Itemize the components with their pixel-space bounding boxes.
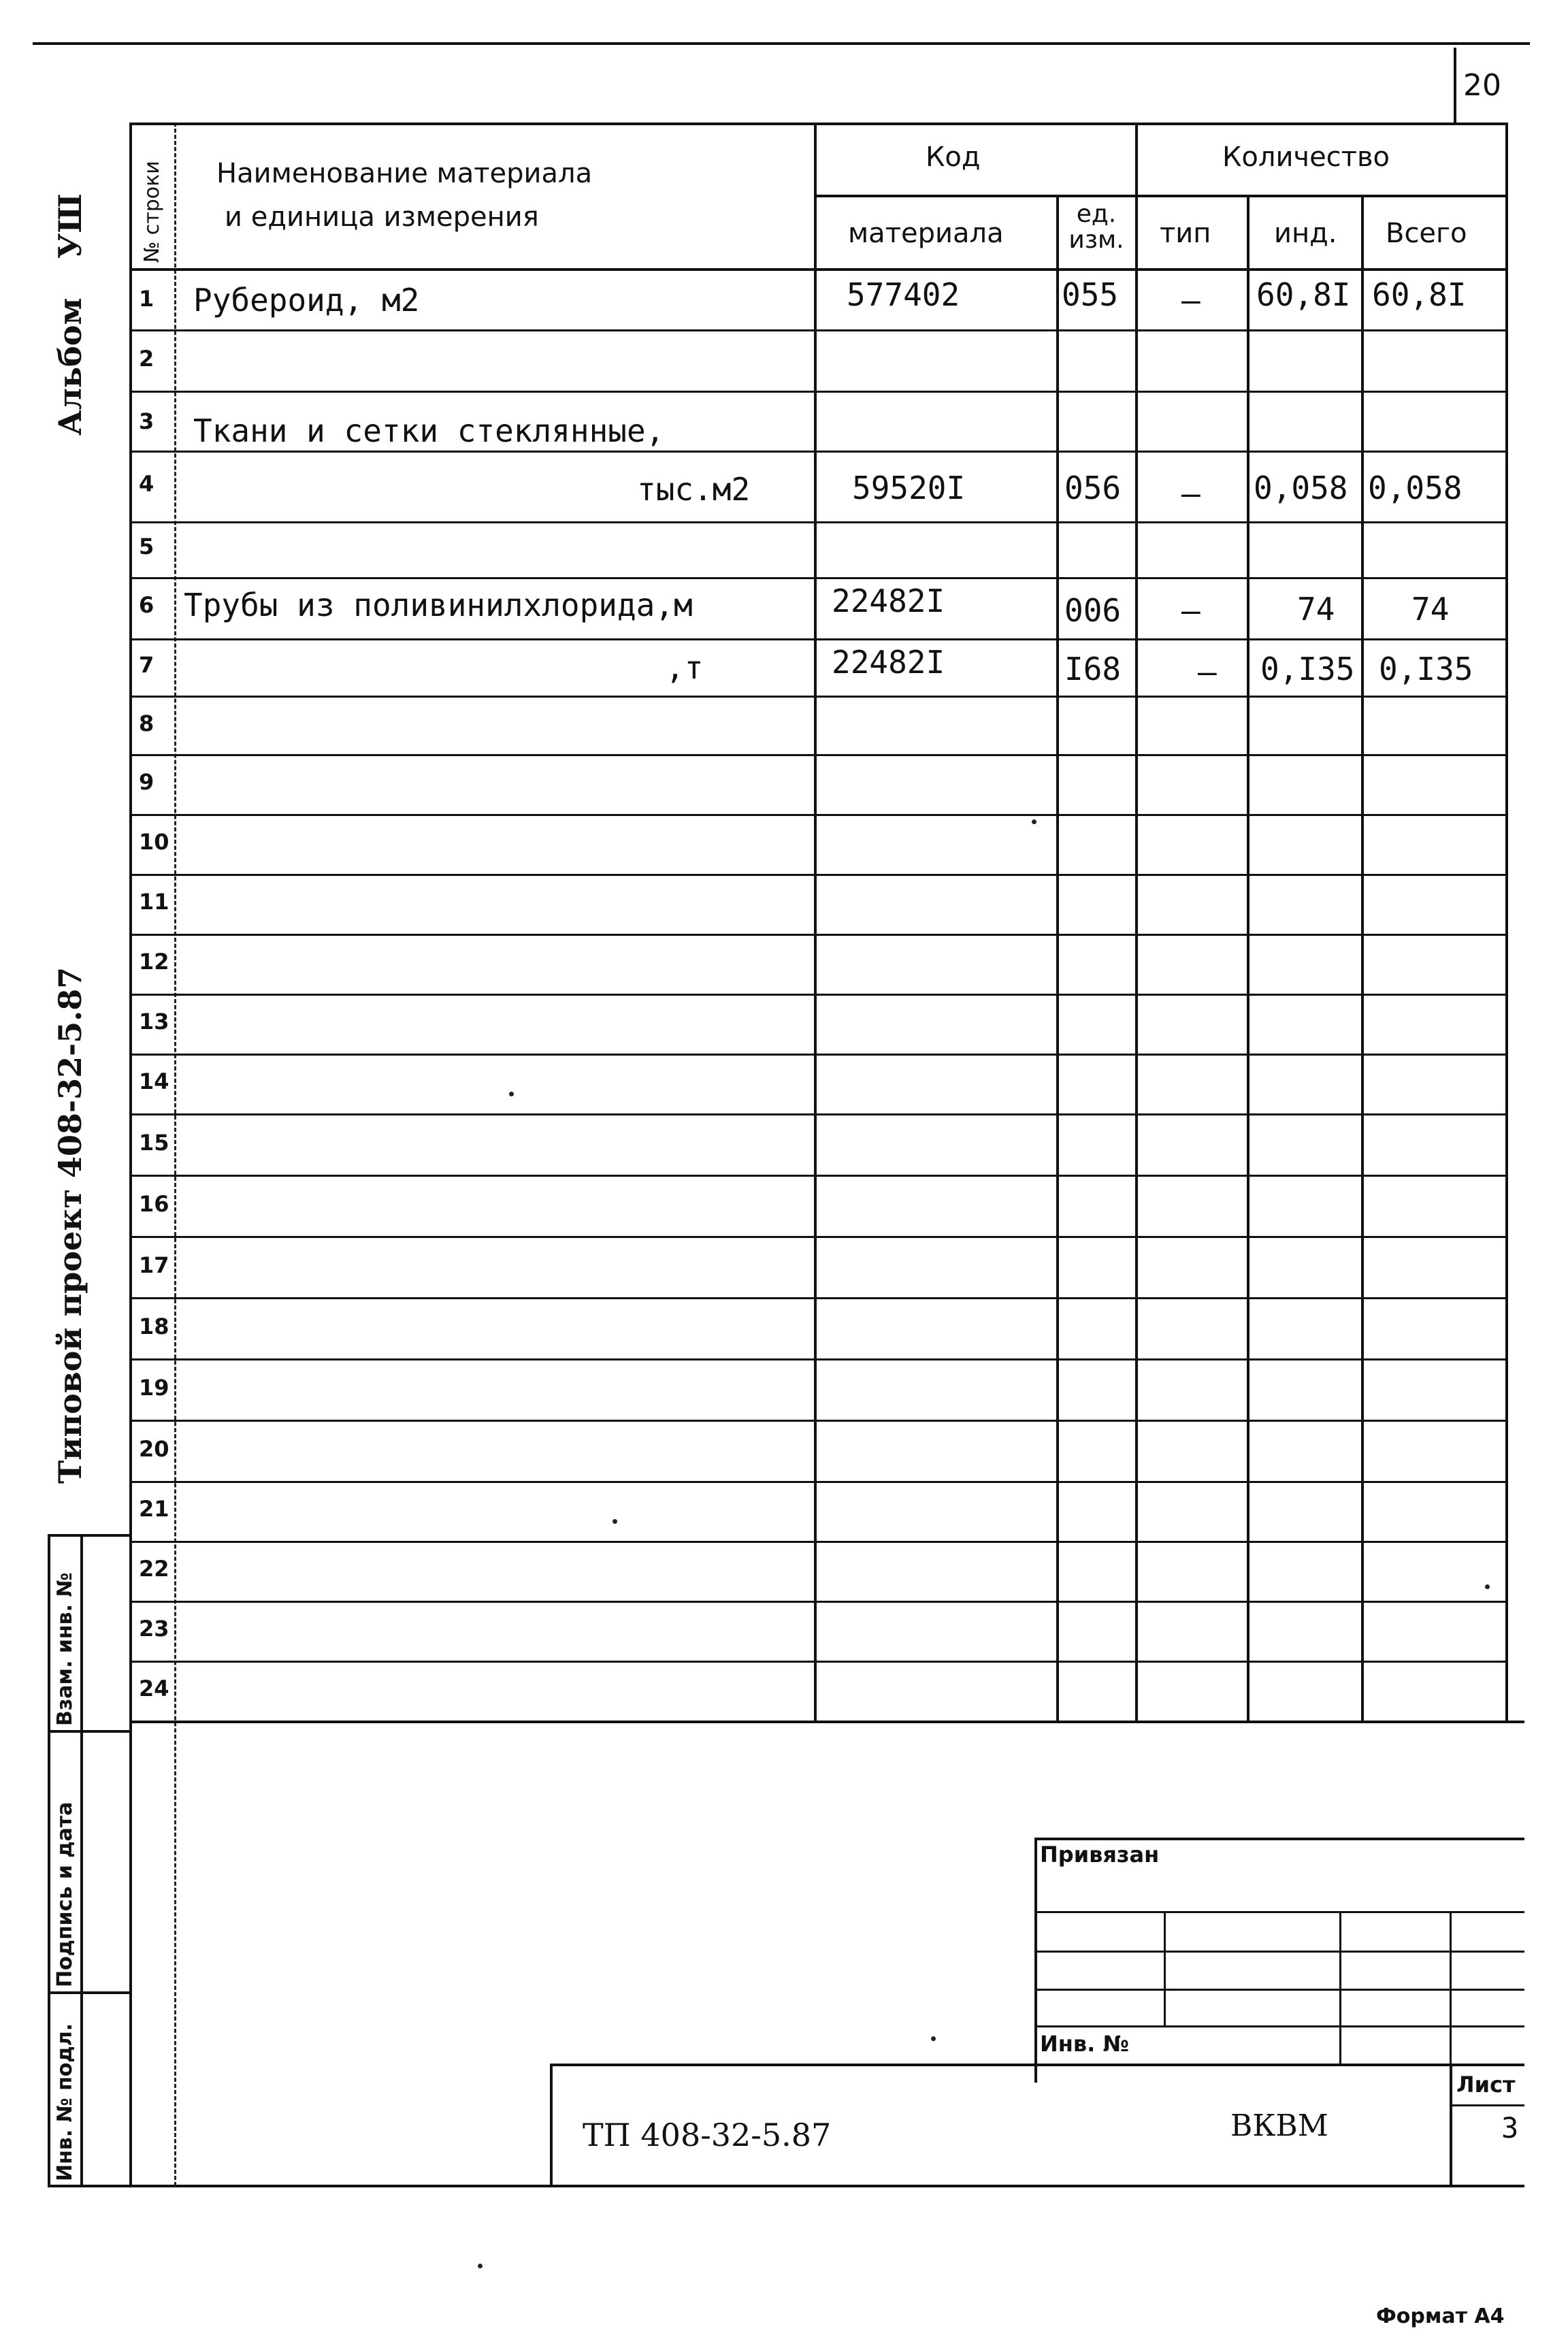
col-kod-divider	[1056, 195, 1059, 1722]
vsego-header: Всего	[1386, 218, 1467, 249]
row-number: 1	[139, 286, 154, 312]
row-line	[129, 994, 1508, 996]
scan-speck	[931, 2036, 936, 2041]
project-text: Типовой проект 408-32-5.87	[52, 966, 88, 1484]
row-number: 2	[139, 346, 154, 372]
row-number: 9	[139, 769, 154, 795]
row7-unit: I68	[1064, 651, 1122, 687]
ed-izm-line2: изм.	[1068, 226, 1124, 254]
row7-code: 22482I	[832, 644, 945, 681]
project-label	[52, 967, 88, 1484]
row7-ind: 0,I35	[1260, 651, 1355, 687]
row-number: 10	[139, 829, 169, 855]
kolichestvo-header: Количество	[1222, 142, 1390, 173]
stamp-left-border	[48, 1534, 50, 2187]
col-ind-divider	[1361, 195, 1364, 1722]
row-line	[129, 329, 1508, 331]
material-header: материала	[848, 218, 1004, 249]
row-line	[129, 391, 1508, 393]
kod-header: Код	[926, 142, 981, 173]
row-line	[129, 696, 1508, 698]
header-bottom	[129, 268, 1508, 271]
row6-total: 74	[1411, 591, 1450, 627]
page-number-divider	[1454, 48, 1456, 123]
row-number: 13	[139, 1009, 169, 1034]
scan-speck	[478, 2264, 483, 2268]
row-line	[129, 1236, 1508, 1238]
table-bottom	[129, 1721, 1524, 1723]
header-split	[814, 195, 1508, 197]
tb-list-value: 3	[1501, 2111, 1519, 2145]
row-line	[129, 1297, 1508, 1299]
tb-mark: ВКВМ	[1230, 2108, 1328, 2143]
row-line	[129, 577, 1508, 579]
row-number: 8	[139, 711, 154, 736]
ed-izm-header	[1060, 201, 1132, 253]
row-number: 18	[139, 1314, 169, 1339]
row-line	[129, 814, 1508, 816]
row6-ind: 74	[1297, 591, 1335, 627]
tb-privyazan-left	[1034, 1838, 1037, 2083]
vzam-inv-text: Взам. инв. №	[53, 1572, 77, 1726]
rownum-divider	[174, 123, 176, 2186]
row-number: 3	[139, 408, 154, 434]
inv-podl-label	[53, 2023, 77, 2181]
podpis-text: Подпись и дата	[53, 1802, 77, 1987]
row1-ind: 60,8I	[1256, 276, 1351, 313]
row-line	[129, 1175, 1508, 1177]
row-line	[129, 451, 1508, 453]
row1-name: Рубероид, м2	[193, 282, 420, 319]
ind-header: инд.	[1274, 218, 1337, 249]
row7-tip: –	[1198, 653, 1217, 690]
row6-name: Трубы из поливинилхлорида,м	[184, 587, 693, 623]
row1-unit: 055	[1062, 276, 1119, 313]
tip-header: тип	[1160, 218, 1211, 249]
col-tip-divider	[1247, 195, 1250, 1722]
row-number: 14	[139, 1069, 169, 1094]
row7-total: 0,I35	[1379, 651, 1473, 687]
vzam-inv-label	[53, 1572, 77, 1726]
row6-unit: 006	[1064, 592, 1122, 629]
row-number: 24	[139, 1676, 169, 1701]
row4-total: 0,058	[1368, 470, 1463, 506]
row-line	[129, 874, 1508, 876]
tb-main-left	[550, 2064, 553, 2186]
row-number: 6	[139, 592, 154, 618]
tb-main-top	[550, 2064, 1524, 2066]
tb-list-label: Лист	[1456, 2072, 1516, 2098]
row-number: 11	[139, 889, 169, 915]
row-line	[129, 1481, 1508, 1483]
album-number	[52, 193, 88, 259]
name-header-line2: и единица измерения	[225, 201, 539, 233]
tb-col	[1339, 1911, 1341, 2065]
row-number: 22	[139, 1556, 169, 1582]
stamp-right-border	[80, 1534, 83, 2187]
row4-unit: 056	[1064, 470, 1122, 506]
scan-speck	[612, 1519, 617, 1524]
row4-code: 59520I	[852, 470, 966, 506]
format-label: Формат А4	[1376, 2304, 1505, 2328]
tb-privyazan-top	[1034, 1838, 1524, 1840]
row-line	[129, 1113, 1508, 1115]
row-line	[129, 1358, 1508, 1360]
table-top	[129, 123, 1508, 125]
row-number: 5	[139, 534, 154, 559]
album-text: Альбом	[52, 297, 88, 436]
row1-code: 577402	[847, 276, 960, 313]
scan-speck	[1032, 819, 1036, 824]
row-number: 12	[139, 949, 169, 975]
row-number: 19	[139, 1375, 169, 1401]
inv-no-label: Инв. №	[1040, 2031, 1129, 2057]
album-number-text: УШ	[52, 193, 88, 259]
stamp-bottom	[48, 2185, 1524, 2187]
row-line	[129, 754, 1508, 756]
row-number: 20	[139, 1436, 169, 1462]
ed-izm-line1: ед.	[1076, 200, 1117, 228]
stamp-div-2	[48, 1991, 129, 1994]
row4-tip: –	[1181, 475, 1200, 512]
stamp-div-1	[48, 1730, 129, 1733]
row7-name: ,т	[666, 649, 704, 686]
row-number: 7	[139, 652, 154, 678]
row6-code: 22482I	[832, 583, 945, 619]
row-number: 16	[139, 1191, 169, 1217]
row-line	[129, 1661, 1508, 1663]
podpis-label	[53, 1802, 77, 1987]
row1-tip: –	[1181, 282, 1200, 319]
name-header-line1: Наименование материала	[216, 158, 593, 189]
row4-name: тыс.м2	[637, 471, 751, 508]
row-line	[129, 638, 1508, 640]
tb-col	[1164, 1911, 1166, 2025]
inv-podl-text: Инв. № подл.	[53, 2023, 77, 2181]
tb-col	[1450, 1911, 1452, 2065]
row-line	[129, 1541, 1508, 1543]
table-left-border	[129, 123, 132, 2186]
row6-tip: –	[1181, 592, 1200, 629]
tb-list-split	[1450, 2104, 1524, 2106]
row-number: 21	[139, 1496, 169, 1522]
row-line	[129, 521, 1508, 523]
privyazan-label: Привязан	[1040, 1842, 1160, 1868]
row-line	[129, 1054, 1508, 1056]
page-number: 20	[1463, 68, 1501, 103]
row-line	[129, 1601, 1508, 1603]
album-label	[52, 298, 88, 436]
row3-name: Ткани и сетки стеклянные,	[193, 412, 665, 449]
row-number: 4	[139, 471, 154, 497]
row1-total: 60,8I	[1372, 276, 1467, 313]
scan-speck	[509, 1092, 514, 1096]
top-rule	[33, 42, 1530, 45]
row-number: 15	[139, 1130, 169, 1156]
row-no-header	[140, 161, 164, 263]
row-line	[129, 934, 1508, 936]
row-no-header-text: № строки	[140, 161, 164, 263]
row-line	[129, 1420, 1508, 1422]
tb-list-left	[1450, 2064, 1452, 2186]
row-number: 23	[139, 1616, 169, 1642]
scan-speck	[1485, 1584, 1490, 1589]
tb-code: ТП 408-32-5.87	[583, 2117, 832, 2153]
row-number: 17	[139, 1252, 169, 1278]
stamp-top	[48, 1534, 129, 1537]
row4-ind: 0,058	[1254, 470, 1348, 506]
